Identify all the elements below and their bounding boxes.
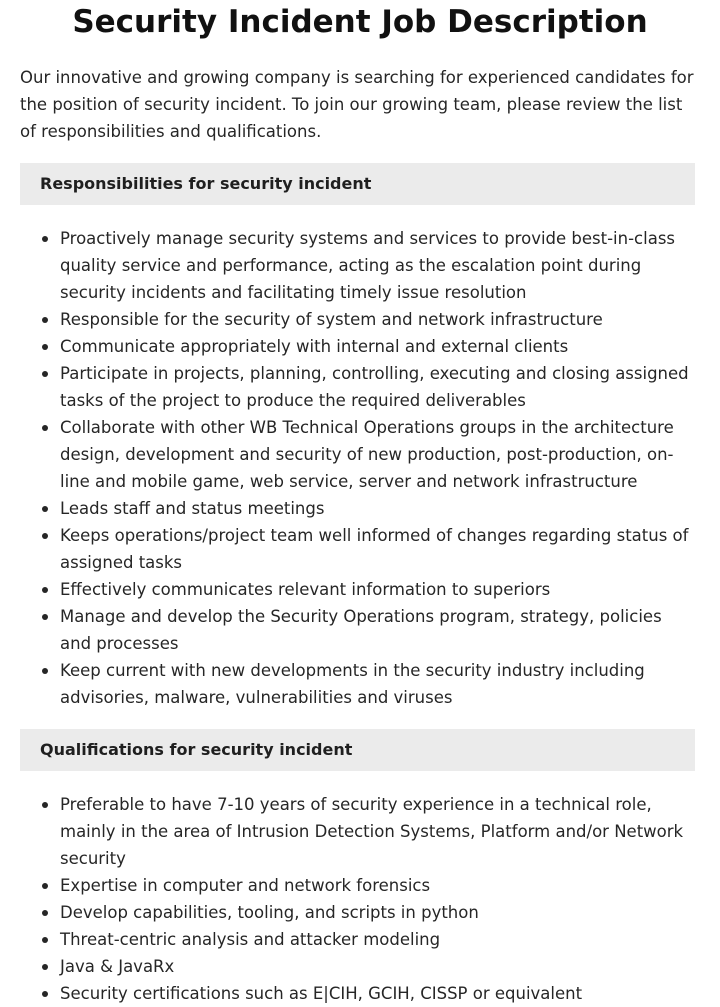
- list-item: Preferable to have 7-10 years of security experience in a technical role, mainly in the area of Intrusion Detection Systems, Platform and/or Network security: [20, 791, 695, 872]
- responsibilities-list: [20, 225, 695, 711]
- responsibilities-heading: Responsibilities for security incident: [20, 163, 695, 205]
- list-item: Responsible for the security of system and network infrastructure: [20, 306, 695, 333]
- list-item: Participate in projects, planning, controlling, executing and closing assigned tasks of the project to produce the required deliverables: [20, 360, 695, 414]
- list-item: Expertise in computer and network forensics: [20, 872, 695, 899]
- qualifications-list: [20, 791, 695, 1007]
- list-item: Keep current with new developments in the security industry including advisories, malware, vulnerabilities and viruses: [20, 657, 695, 711]
- list-item: Java & JavaRx: [20, 953, 695, 980]
- list-item: Threat-centric analysis and attacker modeling: [20, 926, 695, 953]
- list-item: Security certifications such as E|CIH, GCIH, CISSP or equivalent: [20, 980, 695, 1007]
- list-item: Leads staff and status meetings: [20, 495, 695, 522]
- list-item: Manage and develop the Security Operations program, strategy, policies and processes: [20, 603, 695, 657]
- list-item: Develop capabilities, tooling, and scripts in python: [20, 899, 695, 926]
- list-item: Proactively manage security systems and services to provide best-in-class quality service and performance, acting as the escalation point during security incidents and facilitating timely issue resolution: [20, 225, 695, 306]
- intro-paragraph: Our innovative and growing company is searching for experienced candidates for the position of security incident. To join our growing team, please review the list of responsibilities and qualifications.: [20, 68, 694, 141]
- list-item: Communicate appropriately with internal and external clients: [20, 333, 695, 360]
- list-item: Collaborate with other WB Technical Operations groups in the architecture design, development and security of new production, post-production, on-line and mobile game, web service, server and network infrastructure: [20, 414, 695, 495]
- qualifications-heading: Qualifications for security incident: [20, 729, 695, 771]
- page-title: Security Incident Job Description: [72, 4, 648, 40]
- list-item: Effectively communicates relevant information to superiors: [20, 576, 695, 603]
- list-item: Keeps operations/project team well informed of changes regarding status of assigned tasks: [20, 522, 695, 576]
